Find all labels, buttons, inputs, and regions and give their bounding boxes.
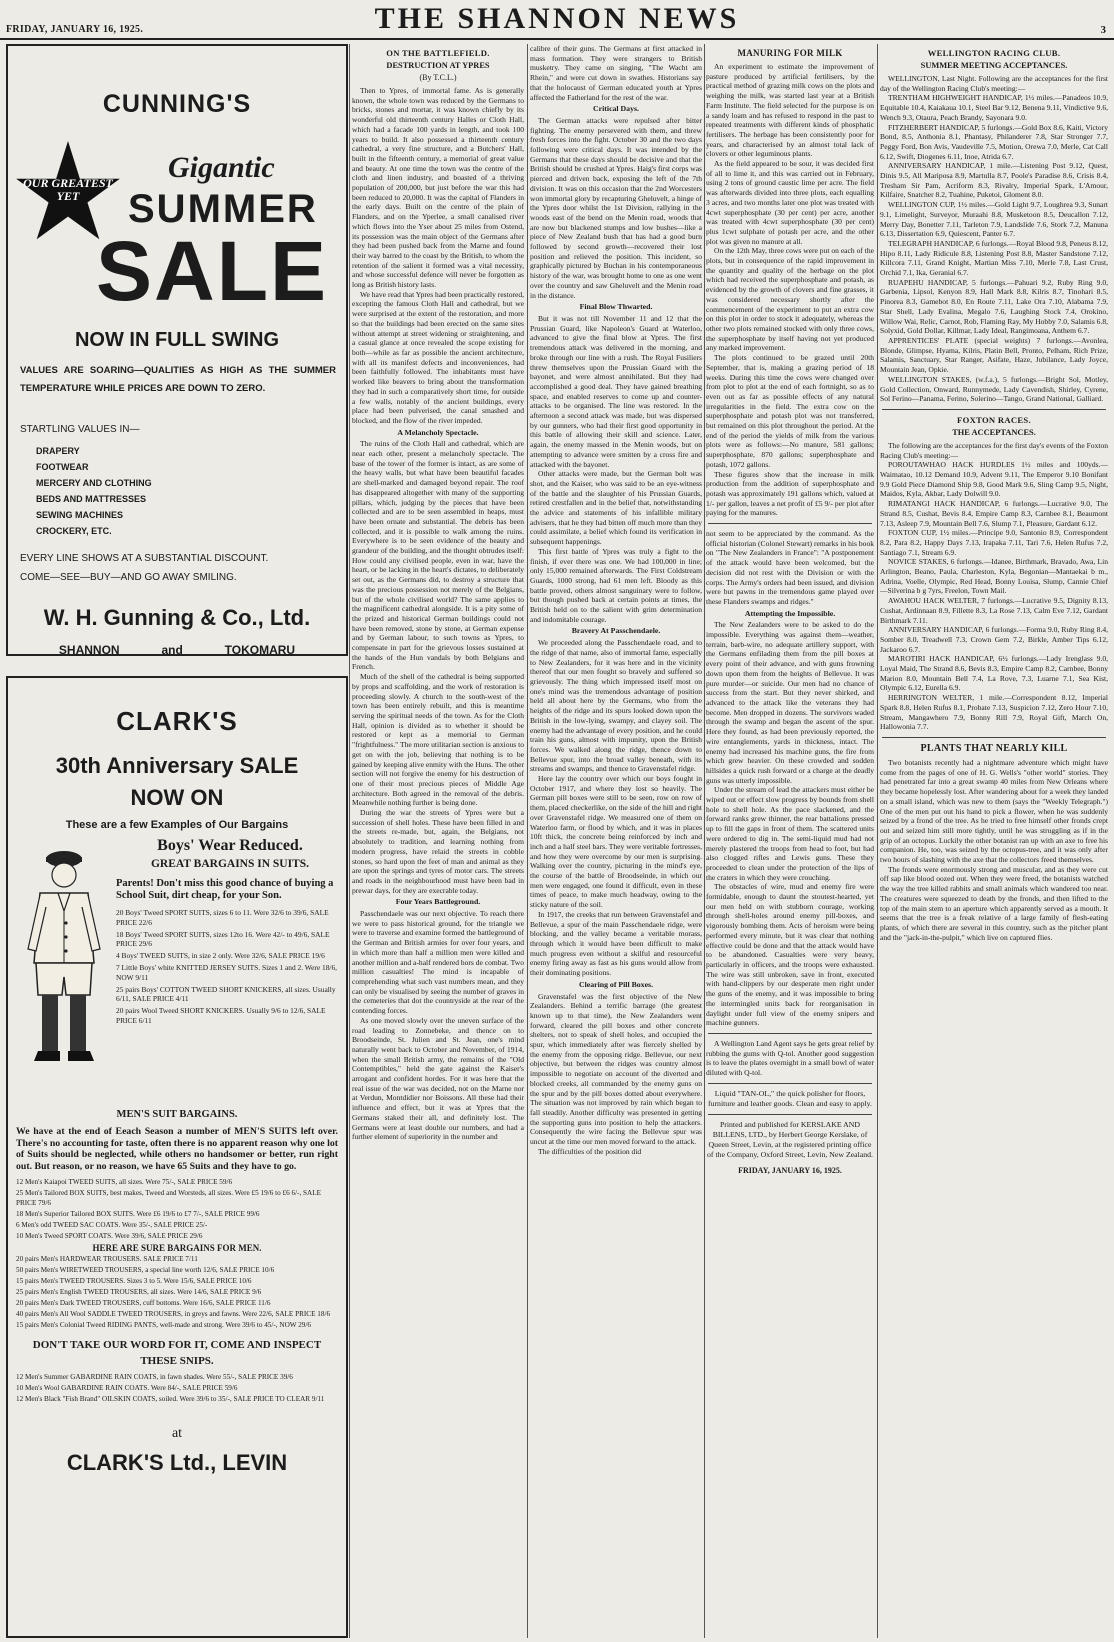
location-tokomaru: TOKOMARU [224, 643, 296, 656]
article-title: FOXTON RACES. [957, 414, 1031, 425]
now-on-heading: NOW ON [130, 785, 224, 810]
at-text: at [171, 1426, 183, 1442]
article-subtitle: SUMMER MEETING ACCEPTANCES. [920, 61, 1068, 70]
list-item: 20 pairs Wool Tweed SHORT KNICKERS. Usually 9/6 to 12/6, SALE PRICE 6/11 [116, 1006, 326, 1025]
list-item: 12 Men's Kaiapoi TWEED SUITS, all sizes. Were 75/-, SALE PRICE 59/6 [16, 1178, 233, 1186]
list-item: 50 pairs Men's WIRETWEED TROUSERS, a special line worth 12/6, SALE PRICE 10/6 [16, 1266, 275, 1275]
paragraph: Two botanists recently had a nightmare adventure which might have come from the pages of one of H. G. Wells's "other world" stories. They had penetrated far into a great swamp 40 miles from New Orleans where they became hopelessly lost. After wandering about for a week they landed on a small island, which was new to them (says the "Weekly Telegraph.") One of the men put out his hand to pick a flower, when he was suddenly seized by a frond of the tree. As he tried to free himself other fronds crept out and seized him still more tightly, until he was struggling as if in the grip of an octopus. Luckily the other botanist ran up with an axe to free his companion. He, too, was seized by the octopus-tree, and it was only after two hours of slashing with the axe that the collectors freed themselves. [880, 758, 1108, 865]
these-snips: THESE SNIPS. [140, 1354, 214, 1367]
section-heading: Attempting the Impossible. [744, 608, 836, 618]
masthead-title: THE SHANNON NEWS [374, 2, 740, 35]
article-body [880, 74, 1108, 404]
section-heading: Clearing of Pill Boxes. [578, 979, 654, 989]
locations [8, 643, 346, 656]
boys-wear-title: Boys' Wear Reduced. [157, 837, 303, 854]
list-item: 10 Men's Wool GABARDINE RAIN COATS. Were 84/-, SALE PRICE 59/6 [16, 1383, 238, 1392]
list-item: 25 Men's Tailored BOX SUITS, best makes, Tweed and Worsteds, all sizes. Were £5 19/6 to £6 6/-, SALE PRICE 79/6 [16, 1188, 322, 1207]
paragraph: WELLINGTON STAKES, (w.f.a.), 5 furlongs.—Bright Sol, Motley, Gold Collection, Onward, Runnymede, Lady Cavendish, Shirley, Cyrene, Sol Ferino—Panama, Ferino, Solerino—Tango, Grand National, Galliard. [880, 374, 1108, 404]
section-heading: A Melancholy Spectacle. [397, 427, 479, 437]
paragraph: An experiment to estimate the improvement of pasture produced by artificial fertilisers, by the practical method of grazing milk cows on the plots and weighing the milk, was started last year at a British Farm Institute. The field selected for the purpose is on a sandy loam and has refused to respond in the past to repeated treatments with different kinds of phosphatic fertilisers. The herbage has been consistently poor for years, and characterised by an almost total lack of clovers or other leguminous plants. [706, 62, 874, 159]
column-rule [349, 44, 350, 1638]
paragraph: POROUTAWHAO HACK HURDLES 1½ miles and 100yds.—Waimatao, 10.12 Demand 10.9, Advent 9.11, The Emperor 9.10 Bonifant 9.9 Gold Piece Diamond Ship 9.8, Good Mark 9.6, Sling Camp 9.5, Night, Maidos, Kyla, Akbar, Lady Dolwill 9.0. [880, 460, 1108, 499]
paragraph: TRENTHAM HIGHWEIGHT HANDICAP, 1½ miles.—Panadeos 10.9, Equitable 10.4, Kaiakaua 10.1, Steel Bar 9.12, Benena 9.11, Vindictive 9.6, Wench 9.3, Otaura, Peach Brandy, Sayonara 9.0. [880, 93, 1108, 122]
paragraph: As the field appeared to be sour, it was decided first of all to lime it, and this was carried out in February, using 2 tons of ground caustic lime per acre. The field was afterwards divided into three plots, each equalling 3 acres, and two months later one plot was treated with 4cwt superphosphate (30 per cent) per acre, another was treated with 4cwt superphosphate (30 per cent) plus 1cwt sulphate of potash per acre, and the other plot was given no manure at all. [706, 159, 874, 246]
paragraph: These figures show that the increase in milk production from the addition of superphosphate and potash was approximately 191 gallons which, valued at 1/- per gallon, leaves a net profit of £5 9/- per plot after paying for the manures. [706, 469, 874, 518]
ads-column [6, 44, 348, 1638]
list-item: 10 Men's Tweed SPORT COATS. Were 39/6, SALE PRICE 29/6 [16, 1231, 203, 1240]
footer-date: FRIDAY, JANUARY 16, 1925. [738, 1165, 842, 1175]
boys-offers [116, 837, 344, 1028]
article-title: PLANTS THAT NEARLY KILL [920, 743, 1068, 754]
list-item: 20 pairs Men's Dark TWEED TROUSERS, cuff bottoms. Were 16/6, SALE PRICE 11/6 [16, 1298, 271, 1307]
paragraph: FOXTON CUP, 1½ miles.—Principe 9.0, Santonio 8.9, Correspondent 8.2, Para 8.2, Happy Days 7.13, Irapaka 7.11, Tari 7.6, Helen Rufus 7.2, Santiago 7.1, Stream 6.9. [880, 528, 1108, 557]
paragraph: Gravenstafel was the first objective of the New Zealanders. Behind a terrific barrage (the greatest known up to that time), the New Zealanders went forward, cleared the pill boxes and other concrete shelters, not to speak of shell holes, and occupied the spur, which immediately after was fiercely shelled by the enemy from the opposing ridge. Bellevue, our next objective, but between the ridges was country almost impossible to negotiate on account of the diverted and blocked creeks, all commanded by the enemy guns on the spur and by the pill boxes dotted about everywhere. The situation was not improved by rain which began to fall steadily. Another difficulty was presented in getting the supporting guns into position to help the attackers. Consequently the wire facing the Bellevue spur was uncut at the time our men moved forward to the attack. [530, 991, 702, 1147]
battlefield-column [352, 44, 524, 1638]
boys-items-list [116, 908, 344, 1026]
paragraph: MAROTIRI HACK HANDICAP, 6½ furlongs.—Lady Irenglass 9.0, Loyal Maid, The Strand 8.6, Bevis 8.3, Empire Camp 8.2, Carnbee, Bonny Marion 8.0, Mountain Bell 7.4, La Rove, 7.3, Luarne 7.1, Sea Kist, Olympic 6.12, Eurella 6.9. [880, 654, 1108, 693]
notice-body [706, 1039, 874, 1078]
list-item: DRAPERY [36, 446, 80, 456]
divider [708, 1114, 872, 1115]
paragraph: TELEGRAPH HANDICAP, 6 furlongs.—Royal Blood 9.8, Peneus 8.12, Hipo 8.11, Lady Ridicule 8.8, Listening Post 8.8, Master Sandstone 7.12, Killcora 7.11, Grand Knight, Martian Miss 7.10, Merle 7.8, Last Crust, Orchid 7.1, Ika, Geranial 6.7. [880, 238, 1108, 278]
paragraph: We have read that Ypres had been practically restored, excepting the famous Cloth Hall and cathedral, but we were surprised at the extent of the restoration, and more so that the buildings had been erected on the same sites without attempt at street widening or straightening, and a casual glance at once revealed the scope existing for both—while as far as possible the ancient architecture, with all its manifest defects and inconveniences, had been faithfully followed. The inhabitants must have worked like beavers to bring about the transformation they had in such a comparatively short time, for outside a few walls, notably of the ancient buildings, every place had been pulverised, the canal smashed and blocked, and the flow of the river impeded. [352, 289, 524, 425]
paragraph: NOVICE STAKES, 6 furlongs.—Idanee, Birthmark, Bravado, Awa, Lin Arlington, Beano, Paula, Charleston, Kyla, Begonian—Mantaekai b m., Adrina, Voelle, Olympic, Red Head, Bonny Louisa, Slump, Cannie Chief—Silverina b g 7yrs, Freelon, Town Mail. [880, 557, 1108, 596]
list-item: 12 Men's Black "Fish Brand" OILSKIN COATS, soiled. Were 39/6 to 35/-, SALE PRICE TO CLEAR 9/11 [16, 1394, 325, 1403]
paragraph: ANNIVERSARY HANDICAP, 1 mile.—Listening Post 9.12, Quest, Dinis 9.5, All Mariposa 8.9, Martulla 8.7, Poole's Paradise 8.6, Crisis 8.4, Tresham Sir Pam, Acriform 8.3, Rivalry, Imperial Spark, L'Amour, Kilfaire, Snatcher 8.2, Tuahine, Puketoi, Gloment 8.0. [880, 161, 1108, 200]
list-item: MERCERY AND CLOTHING [36, 478, 152, 488]
list-item: 20 Boys' Tweed SPORT SUITS, sizes 6 to 11. Were 32/6 to 39/6, SALE PRICE 22/6 [116, 908, 329, 927]
paragraph: On the 12th May, three cows were put on each of the plots, but in consequence of the rapid improvement in the quantity and quality of the herbage on the plot which had received the superphosphate and potash, as evidenced by the growth of clovers and fine grasses, it was considered necessary shortly after the commencement of the experiment to put an extra cow on this plot in order to stock it adequately, whereas the other two plots remained stocked with only three cows, the superphosphate by itself having not yet produced any marked improvement. [706, 246, 874, 353]
column-rule [704, 44, 705, 1638]
divider [708, 1033, 872, 1034]
list-item: 18 Men's Superior Tailored BOX SUITS. Were £6 19/6 to £7 7/-, SALE PRICE 99/6 [16, 1209, 260, 1218]
paragraph: APPRENTICES' PLATE (special weights) 7 furlongs.—Avonlea, Blonde, Glimpse, Hyama, Kilris, Platin Bell, Pronto, Pelham, Rich Prize, Salamis, Sanctuary, Star Ranger, Asifate, Haze, Jubilance, Lady Joyce, Mountain Jean, Opkie. [880, 335, 1108, 375]
boys-lead: Parents! Don't miss this good chance of buying a School Suit, dirt cheap, for your Son. [116, 878, 334, 901]
values-paragraph: VALUES ARE SOARING—QUALITIES AS HIGH AS THE SUMMER TEMPERATURE WHILE PRICES ARE DOWN TO ZERO. [20, 365, 336, 394]
article-body [706, 529, 874, 1028]
paragraph: ANNIVERSARY HANDICAP, 6 furlongs.—Forma 9.0, Ruby Ring 8.4, Somber 8.0, Treadwell 7.3, Crown Gem 7.2, Birkle, Amber Tips 6.12, Jackaroo 6.7. [880, 625, 1108, 654]
clark-company: CLARK'S Ltd., LEVIN [66, 1450, 288, 1476]
paragraph: The New Zealanders were to be asked to do the impossible. Everything was against them—weather, terrain, barb-wire, no adequate artillery support, with the Germans enfilading them from the pill boxes at every point of their advance, and with guns frowning down upon them from the heights of Bellevue. It was pure murder—or suicide. Our men had no chance of success from the start. But they never shirked, and advanced to the attack like the veterans they had become. Men dropped in dozens. The survivors waded through the swamp and began the ascent of the spur. Here they found, as had been previously reported, the wire entanglements, yards in thickness, intact. The enemy had increased his machine guns, the fire from which grew heavier. On these crowded and sodden hillsides a quick rush forward or a charge at the deadly guns was utterly impossible. [706, 620, 874, 785]
paragraph: In 1917, the creeks that run between Gravenstafel and Bellevue, a spur of the main Passchendaele ridge, were blocking, and the valley became a veritable morass, through which it would have been difficult to make much progress even without a skilful and resourceful enemy firing away as fast as his guns would allow from their dominating positions. [530, 909, 702, 978]
paragraph: The difficulties of the position did [538, 1146, 642, 1156]
divider [708, 1083, 872, 1084]
list-item: 6 Men's odd TWEED SAC COATS. Were 35/-, SALE PRICE 25/- [16, 1220, 208, 1229]
battlefield-continued-column [530, 44, 702, 1638]
list-item: 12 Men's Summer GABARDINE RAIN COATS, in fawn shades. Were 55/-, SALE PRICE 39/6 [16, 1372, 293, 1381]
article-subtitle: THE ACCEPTANCES. [952, 427, 1036, 437]
paragraph: Other attacks were made, but the German bolt was shot, and the Kaiser, who was said to be an eye-witness of the battle and the slaughter of his Prussian Guards, retired crestfallen and in the belief that, notwithstanding the advice and statements of his infallible military advisers, that he they had bitten off much more than they could assimilate, a belief which found its verification in subsequent happenings. [530, 469, 702, 547]
paragraph: As one moved slowly over the uneven surface of the road leading to Zonnebeke, and thence on to Broodseinde, St. Julien and St. Jean, one's mind naturally went back to October and November, of 1914, when the small British army, the remains of the "Old Contemptibles," held the gate against the Kaiser's arrogant and confident hordes. For it was here that the real issue of the war was decided, not on the Marne nor at Verdun, Montdidier nor Boissons. All these had their influence and effect, but it was at Ypres that the Germans staked their all, and definitely lost. The Germans were at least double our numbers, and had a further element of superiority in the number and [352, 1015, 524, 1142]
masthead-date: FRIDAY, JANUARY 16, 1925. [6, 24, 144, 35]
gunning-name: CUNNING'S [102, 90, 252, 118]
section-heading: Bravery At Passchendaele. [571, 626, 661, 636]
paragraph: Much of the shell of the cathedral is being supported by props and scaffolding, and the work of restoration is proceeding slowly. A church to the south-west of the town has been entirely rebuilt, and this is meantime serving the spiritual needs of the town. As for the Cloth Hall, opinion is divided as to whether it should be restored or kept as a memorial to German "frightfulness." The more utilitarian section is anxious to get on with the job, believing that nothing is to be gained by keeping alive enmity with the Huns. The other section will not forgive the enemy for his destruction of one of their most precious pieces of Middle Age architecture. Both agreed in the removal of the debris. Meanwhile nothing further is being done. [352, 672, 524, 808]
divider [882, 409, 1106, 410]
full-swing-heading: NOW IN FULL SWING [74, 329, 280, 351]
racing-column [880, 44, 1108, 1638]
article-byline: (By T.C.L.) [419, 73, 457, 82]
paragraph: The fronds were enormously strong and muscular, and as they were cut off sap like blood oozed out. When they were freed, the botanists watched the way the tree killed rabbits and small animals which wandered too near. The creatures were squeezed to death by the fronds, and then lifted to the top of the main stem to an aperture which apparently served as a mouth. It seems that the tree is a freak relative of a large family of flesh-eating plants, of which there are several in this country, such as the pitcher plant and the "jack-in-the-pulpit," which live on captured flies. [880, 864, 1108, 942]
mens-suit-title: MEN'S SUIT BARGAINS. [116, 1109, 238, 1120]
section-heading: Final Blow Thwarted. [579, 302, 653, 312]
paragraph: calibre of their guns. The Germans at first attacked in mass formation. They were strangers to British musketry. They came on singing, "The Wacht am Rhein," and were cut down in swathes. Historians say that the holocaust of German educated youth at Ypres affected the Fatherland for the rest of the war. [530, 44, 702, 102]
paragraph: The obstacles of wire, mud and enemy fire were formidable, enough to daunt the stoutest-hearted, yet our men held on with stubborn courage, working through shell-holes around enemy pill-boxes, and vigorously bombing them. Acts of heroism were being performed every minute, but it was clear that nothing effective could be done and that the attack would have to be abandoned. Casualties were very heavy, particularly in officers, and the troops were exhausted. The wire was still unbroken, save in front, executed with hand-clippers by our desperate men right under the guns of the enemy, and it was impossible to bring the intermingled units back for reorganisation in daylight under full view of the enemy snipers and machine gunners. [706, 882, 874, 1028]
paragraph: HERRINGTON WELTER, 1 mile.—Correspondent 8.12, Imperial Spark 8.8, Helen Rufus 8.1, Probate 7.13, Suspicion 7.12, Zero Hour 7.10, Stream, Mangawhero 7.9, Bonny Rill 7.9, Royal Gift, March On, Hallowonia 7.7. [880, 693, 1108, 732]
paragraph: The following are the acceptances for the first day's events of the Foxton Racing Club's meeting:— [880, 440, 1108, 460]
article-body [352, 86, 524, 1142]
list-item: 40 pairs Men's All Wool SADDLE TWEED TROUSERS, in greys and fawns. Were 22/6, SALE PRICE 18/6 [16, 1309, 331, 1318]
tanol-notice: Liquid "TAN-OL," the quick polisher for floors, furniture and leather goods. Clean and easy to apply. [707, 1088, 873, 1108]
paragraph: FITZHERBERT HANDICAP, 5 furlongs.—Gold Box 8.6, Kaiti, Victory Bond, 8.5, Anthonia 8.1, Phantasy, Philanderer 7.8, Star Stronger 7.7, Peggy Ford, Bon Avis, Vaudeville 7.5, Motion, Orewa 7.0, Merle, Cat Call 6.12, Swift, Diogenes 6.11, Inoe, Atrida 6.7. [880, 122, 1108, 161]
list-item: SEWING MACHINES [36, 510, 124, 520]
divider [708, 523, 872, 524]
paragraph: But it was not till November 11 and 12 that the Prussian Guard, like Napoleon's Guard at Waterloo, advanced to give the final blow at Ypres. The first tremendous attack was delivered in the morning, and broke through our line with a rush. The Royal Fusiliers threw themselves upon the Prussian Guard with the bayonet, and were almost annihilated. But they had accomplished a good deal. They have gained breathing space, and enabled reserves to come up and counter-attacks to be organised. The line was restored. In the afternoon a second attack was made, but was dispersed by our gunners, who had their first good opportunity in this battle of allowing their skill and science. Later, again, the enemy massed in the Menin woods, but on attempting to advance were smitten by a cross fire and attacked with the bayonet. [530, 313, 702, 469]
column-rule [877, 44, 878, 1638]
mens-bargains-subtitle: HERE ARE SURE BARGAINS FOR MEN. [92, 1243, 262, 1254]
paragraph: Then to Ypres, of immortal fame. As is generally known, the whole town was reduced by the Germans to bricks, stones and mortar, it was known chiefly by its wonderful old thirteenth century Halles or Cloth Hall, which had a facade 100 yards in length, and took 100 years to build. It also possessed a thirteenth century cathedral, a very fine structure, and a Butchers' Hall, built in the fifteenth century, a memorial of great value and beauty. At one time the town was the centre of the cloth and linen industry, and boasted of a thriving population of 200,000, but just before the war this had been reduced to 20,000. It was the capital of Flanders in the early days. Built on the centre of the plain of Flanders, and on the Yperlee, a small canalised river which flows into the Yser about 25 miles from Ostend, its possession was the main object of the Germans after they had been pushed back from the Marne and found their way barred to the coast by the British, to whom the retention of the salient it formed was a vital necessity, and whose successful defence will never be forgotten as long as British history lasts. [352, 86, 524, 290]
article-title: ON THE BATTLEFIELD. [386, 48, 490, 58]
paragraph: This first battle of Ypres was truly a fight to the finish, if ever there was one. We had 100,000 in line; only 15,000 remained afterwards. The First Coldstream Guards, 1000 strong, had 61 men left. Bloody as this battle proved, others almost sanguinary were to follow, but though pushed back at certain points at times, the British held on to the salient with grim determination and indomitable courage. [530, 546, 702, 624]
section-heading: Four Years Battleground. [395, 897, 481, 907]
boys-section [8, 837, 346, 1105]
list-item: 15 pairs Men's Colonial Tweed RIDING PANTS, well-made and strong. Were 39/6 to 45/-, NOW 29/6 [16, 1320, 311, 1329]
examples-line: These are a few Examples of Our Bargains [65, 819, 289, 831]
sale-graphic [8, 127, 346, 327]
list-item: 7 Little Boys' white KNITTED JERSEY SUITS. Sizes 1 and 2. Were 18/6, NOW 9/11 [116, 962, 337, 982]
dont-take-our-word: DON'T TAKE OUR WORD FOR IT, COME AND INSPECT [32, 1338, 322, 1351]
coats-list [8, 1367, 346, 1405]
column-rule [527, 44, 528, 1638]
mens-suit-intro: We have at the end of Eeach Season a number of MEN'S SUITS left over. There's no accounting for taste, often there is no apparent reason why one lot of Suits should be neglected, while others no handsomer or better, run right out. But reason, or no reason, we have 65 Suits and they have to go. [16, 1126, 338, 1172]
section-heading: Critical Days. [593, 104, 639, 114]
page-number: 3 [1100, 24, 1106, 36]
paragraph: Under the stream of lead the attackers must either be wiped out or effect slow progress by bounds from shell hole to shell hole. As the pace slackened, and the forward ranks grew thinner, the rear battalions pressed up to fill the gaps in front of them. The scattered units were ordered to dig in. The semi-liquid mud had not merely plastered the troops from head to foot, but had also clogged rifles and Lewis guns. These they proceeded to clean under the protection of the lips of the craters in which they were crouching. [706, 785, 874, 882]
anniversary-heading: 30th Anniversary SALE [55, 753, 299, 778]
list-item: BEDS AND MATTRESSES [36, 494, 147, 504]
departments-list [36, 443, 346, 539]
article-body [880, 758, 1108, 942]
list-item: 25 pairs Boys' COTTON TWEED SHORT KNICKERS, all sizes. Usually 6/11, SALE PRICE 4/11 [116, 984, 336, 1004]
paragraph: not seem to be appreciated by the command. As the official historian (Colonel Stewart) remarks in his book on "The New Zealanders in France": "A postponement of the attack would have been welcomed, but the decision did not rest with the Division or with the corps. The Army's orders had been issued, and division were but pawns in the tremendous game played over these Flanders swamps and ridges." [706, 529, 874, 606]
gunning-company: W. H. Gunning & Co., Ltd. [43, 605, 311, 630]
article-subtitle: DESTRUCTION AT YPRES [386, 61, 490, 70]
startling-label: STARTLING VALUES IN— [20, 424, 140, 435]
paragraph: The German attacks were repulsed after bitter fighting. The enemy persevered with them, and threw fresh forces into the fight. October 30 and the two days following were critical days. It was intended by the Germans that these days should be decisive and that the British should be crushed at Ypres. Haig's first corps was pierced and driven back, exposing the left of the 7th division. It was on this occasion that the 2nd Worcesters won immortal glory by recapturing Gheluvelt, a hinge of the Ypres door whilst the 1st Division, rallying in the woods east of the bend on the Menin road, woods that are now but blackened stumps and low bushes—like a piece of New Zealand bush that has had a good burn followed by second growth—recovered their lost position and relieved the position. This incident, so graphically pictured by Buchan in his contemporaneous history of the war, was brought home to one as one went over the country and saw Gheluvelt and the Menin road in the distance. [530, 115, 702, 300]
paragraph: WELLINGTON CUP, 1½ miles.—Gold Light 9.7, Loughrea 9.3, Sunart 9.1, Limelight, Surveyor, Muraahi 8.8, Musketoon 8.5, Deucallon 7.12, Merry Day, Bonetter 7.11, Tarleton 7.9, Landslide 7.6, Stork 7.2, Manuna 6.13, Dissertation 6.9, Quiescent, Panter 6.7. [880, 200, 1108, 239]
mens-items-list [8, 1172, 346, 1331]
list-item: 18 Boys' Tweed SPORT SUITS, sizes 12to 16. Were 42/- to 49/6, SALE PRICE 29/6 [116, 929, 330, 949]
list-item: 25 pairs Men's English TWEED TROUSERS, all sizes. Were 14/6, SALE PRICE 9/6 [16, 1288, 262, 1297]
clark-name: CLARK'S [116, 706, 238, 736]
list-item: 15 pairs Men's TWEED TROUSERS. Sizes 3 to 5. Were 15/6, SALE PRICE 10/6 [16, 1277, 252, 1286]
list-item: 4 Boys' TWEED SUITS, in size 2 only. Were 32/6, SALE PRICE 19/6 [116, 951, 325, 961]
masthead [0, 0, 1114, 40]
paragraph: During the war the streets of Ypres were but a succession of shell holes. These have been filled in and the streets re-made, but, again, the Belgians, not absolutely to tradition, and learning nothing from modern progress, have relaid the streets in cobble stones, so hard upon the feet of man and animal as they are upon the springs and tyres of motor cars. The streets and roads in the neighbourhood must have been bad in prewar days, for they are execrable today. [352, 808, 524, 895]
article-title: MANURING FOR MILK [737, 48, 843, 58]
list-item: CROCKERY, ETC. [36, 526, 112, 536]
summer-text: SUMMER [128, 187, 318, 231]
sale-text: SALE [96, 224, 329, 318]
paragraph: RIMATANGI HACK HANDICAP, 6 furlongs.—Lucrative 9.0, The Strand 8.5, Cushat, Bevis 8.4, Empire Camp 8.3, Carnbee 8.1, Beaumont 7.13, Asleep 7.9, Mountain Bell 7.6, Slump 7.1, Pleasure, Gardant 6.12. [880, 499, 1108, 528]
discount-line: EVERY LINE SHOWS AT A SUBSTANTIAL DISCOUNT. [20, 553, 269, 564]
paragraph: AWAHOU HACK WELTER, 7 furlongs.—Lucrative 9.5, Dignity 8.13, Cushat, Ardinnaan 8.9, Fillette 8.3, La Rose 7.13, Calm Eve 7.12, Gardant Birthmark 7.11. [880, 596, 1108, 625]
paragraph: RUAPEHU HANDICAP, 5 furlongs.—Pahuari 9.2, Ruby Ring 9.0, Garbenia, Lipsol, Kenyon 8.9, Hall Mark 8.8, Kilris 8.7, Tinohari 8.5, Pinorea 8.3, Gamebot 8.0, En Route 7.11, Lake Ora 7.10, Alabama 7.9, Star Shell, Lady Evalina, Megalo 7.6, Laughing Stock 7.4, Orokino, Willow Wai, Relic, Carnot, Rob, Flaming Ray, My Hobby 7.0, Salamis 6.8, Solyxid, Gold Dollar, Killmar, Lady Ideal, Rangimoana, Anthem 6.7. [880, 277, 1108, 336]
article-body [880, 441, 1108, 732]
paragraph: We proceeded along the Passchendaele road, and to the ridge of that name, also of immortal fame, especially to New Zealanders, for it was here and in the vicinity thereof that our men fought so bravely and suffered so grievously. The thing which impressed itself most on one's mind was the tremendous advantage of position held all about here by the Germans, who from the heights of the ridge and its spurs looked down upon the British in the low-lying, swampy, and clayey soil. The enemy had the advantage of every position, and he could train his guns, almost with impunity, upon the British forces. We walked along the ridge, thence down to Bellevue spur, into the broad valley beneath, with its streams and swamps, and thence to Gravenstafel ridge. [530, 638, 702, 774]
come-see-buy-line: COME—SEE—BUY—AND GO AWAY SMILING. [20, 572, 237, 583]
article-title: WELLINGTON RACING CLUB. [927, 48, 1061, 58]
and-text: and [161, 643, 183, 656]
imprint: Printed and published for KERSLAKE AND BILLENS, LTD., by Herbert George Kerslake, of Queen Street, Levin, at the registered printing office of the Company, Oxford Street, Levin, New Zealand. [707, 1119, 873, 1159]
article-body [706, 62, 874, 518]
paragraph: The plots continued to be grazed until 20th September, that is, making a grazing period of 18 weeks. During this time the cows were changed over from plot to plot at the end of each fortnight, so as to even out as far as possible effects of any natural irregularities in the field. The extra cow on the superphosphate and potash plot was not transferred, but remained on this plot throughout the period. At the end of the period the yields of milk from the various plots were as follows:—No manure, 581 gallons; superphosphate, 870 gallons; superphosphate and potash, 1072 gallons. [706, 353, 874, 469]
article-body [530, 44, 702, 1156]
gigantic-text: Gigantic [168, 151, 275, 184]
divider [882, 737, 1106, 738]
location-shannon: SHANNON [58, 643, 120, 656]
paragraph: The ruins of the Cloth Hall and cathedral, which are near each other, present a melancholy spectacle. The base of the tower of the former is intact, as are some of the heavy walls, but what have been beautiful facades are shell-marked and damaged beyond repair. The roof has disappeared altogether with many of the supporting pillars, which, judging by the pieces that have been collected and are to be seen assembled in heaps, must have been ornate and substantial. The debris has been collected, and it is possible to walk among the ruins. Everywhere is to be seen evidence of the beauty and grandeur of the building, and the thought obtrudes itself: How could any civilised people, even in war, have the heart, or be lacking in the heart's dictates, to deliberately set out, as the Germans did, to destroy a structure that was the precious possession not merely of the Belgians, but of the whole civilised world? The same applies to the magnificent cathedral alongside. It is a pity some of the prized and historical German buildings could not have been removed, stone by stone, at German expense and by German labour, to such towns as Ypres, to compensate in part for the grievous losses sustained at the hands of the Hun vandals by both Belgians and French. [352, 439, 524, 672]
gunning-advertisement [6, 44, 348, 656]
boy-illustration-icon [22, 845, 106, 1081]
clark-advertisement [6, 676, 348, 1638]
star-text: OUR GREATEST YET [23, 176, 113, 203]
list-item: 20 pairs Men's HARDWEAR TROUSERS. SALE PRICE 7/11 [16, 1255, 198, 1264]
manuring-column [706, 44, 874, 1638]
paragraph: WELLINGTON, Last Night. Following are the acceptances for the first day of the Wellington Racing Club's meeting:— [880, 74, 1108, 93]
paragraph: Here lay the country over which our boys fought in October 1917, and where they lost so heavily. The German pill boxes were still to be seen, row on row of them, placed checkerlike, on the side of the hill and right over Gravenstafel ridge. We measured one of them on Waterloo farm, or flood by which, and it was in places 10ft thick, the concrete being reinforced by inch and inch and a half steel bars. They were veritable fortresses, and how they were overcome by our men is surprising. Walking over the country, picturing in the mind's eye, the course of the battle of Broodseinde, in which our men were engaged, one found it difficult, even in these times of peace, to make much headway, owing to the sticky nature of the soil. [530, 774, 702, 910]
list-item: FOOTWEAR [36, 462, 89, 472]
boys-wear-subtitle: GREAT BARGAINS IN SUITS. [150, 858, 310, 870]
paragraph: A Wellington Land Agent says he gets great relief by rubbing the gums with Q-tol. Another good suggestion is to leave the plates overnight in a small bowl of water diluted with Q-tol. [706, 1038, 874, 1078]
paragraph: Passchendaele was our next objective. To reach there we were to pass historical ground, for the triangle we were to traverse and examine formed the battleground of the German and British armies for over four years, and in which more than half a million men were killed and another million and a-half rendered hors de combat. Two million casualties! The mind is incapable of comprehending what such vast numbers mean, and they can only be visualised by seeing the number of graves in the cemeteries that dot the countryside at the rear of the contending forces. [352, 909, 524, 1016]
